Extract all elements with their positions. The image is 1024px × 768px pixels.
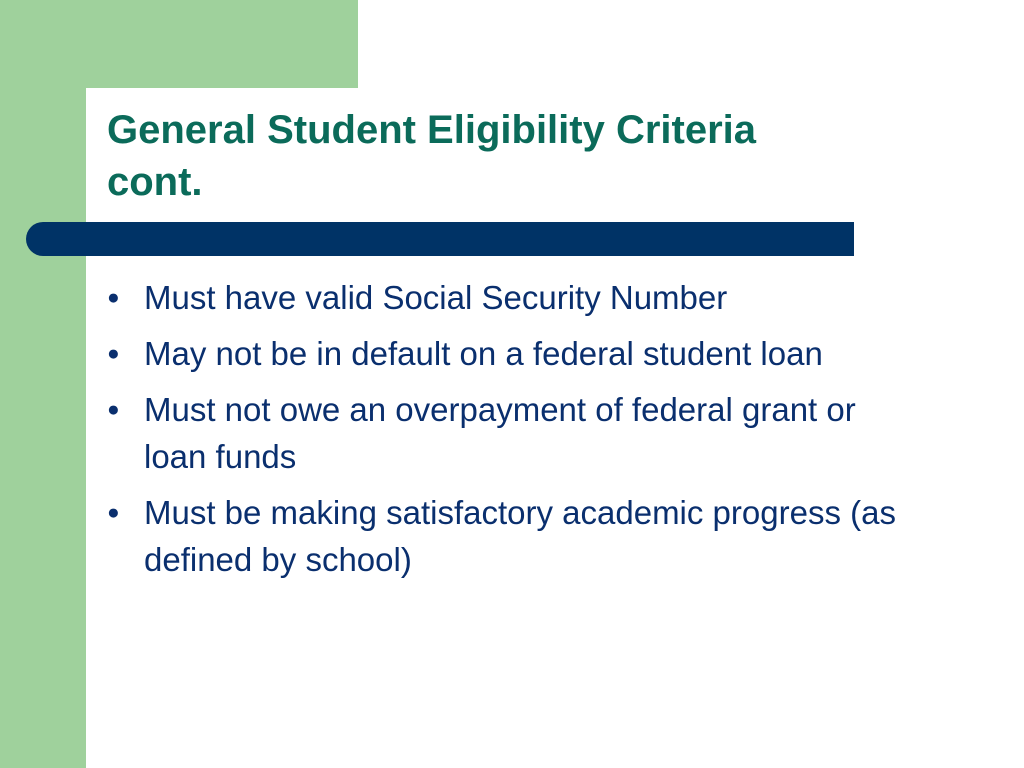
bullet-text: Must be making satisfactory academic progress (as defined by school) (144, 494, 896, 578)
top-accent-block (0, 0, 358, 88)
bullet-text: Must have valid Social Security Number (144, 279, 728, 316)
bullet-item (107, 489, 907, 583)
bullet-text: Must not owe an overpayment of federal grant or loan funds (144, 391, 856, 475)
bullet-text: May not be in default on a federal student loan (144, 335, 823, 372)
title-divider-bar (26, 222, 854, 256)
slide-title-line-1: General Student Eligibility Criteria (107, 108, 757, 152)
bullet-dot-icon: ● (107, 398, 120, 421)
bullet-item (107, 386, 907, 480)
bullet-item (107, 274, 907, 321)
slide-title (107, 104, 887, 208)
bullet-item (107, 330, 907, 377)
bullet-list (107, 274, 907, 592)
bullet-dot-icon: ● (107, 286, 120, 309)
bullet-dot-icon: ● (107, 342, 120, 365)
bullet-dot-icon: ● (107, 501, 120, 524)
left-accent-strip (0, 0, 86, 768)
slide-title-line-2: cont. (107, 160, 203, 204)
